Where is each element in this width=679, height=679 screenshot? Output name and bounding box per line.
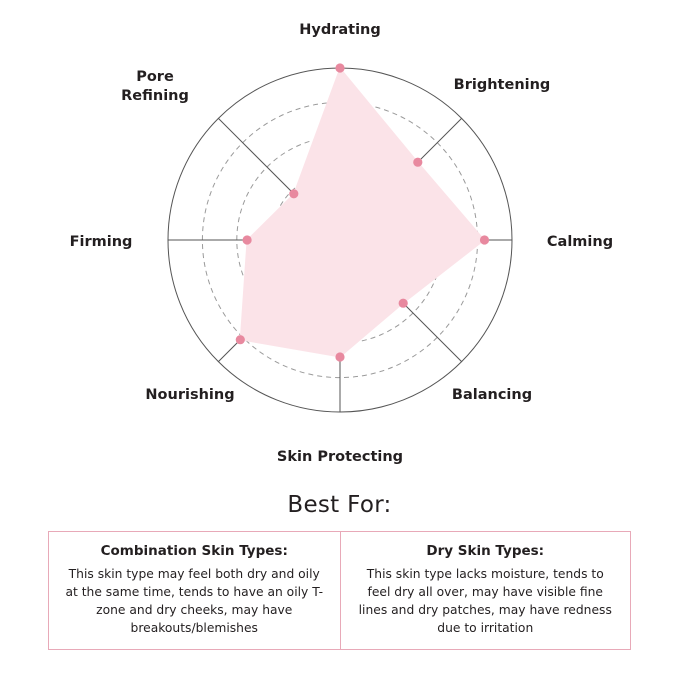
radar-series-area xyxy=(240,68,484,357)
axis-label-hydrating: Hydrating xyxy=(299,22,381,38)
card-body: This skin type may feel both dry and oily at the same time, tends to have an oily T-zone and dry cheeks, may have breakouts/blemishes xyxy=(65,567,324,635)
card-title: Combination Skin Types: xyxy=(100,543,288,559)
card-title: Dry Skin Types: xyxy=(426,543,545,559)
best-for-cards xyxy=(48,531,631,650)
axis-label-skin-protecting: Skin Protecting xyxy=(276,449,404,465)
axis-label-pore-refining-line1: Pore xyxy=(136,69,174,85)
card-combination-skin xyxy=(49,532,340,649)
axis-label-nourishing: Nourishing xyxy=(145,387,235,403)
axis-label-brightening: Brightening xyxy=(453,77,551,93)
axis-label-calming: Calming xyxy=(546,234,614,250)
best-for-title: Best For: xyxy=(287,492,392,518)
axis-label-pore-refining-line2: Refining xyxy=(121,88,189,104)
axis-label-firming: Firming xyxy=(69,234,133,250)
card-dry-skin xyxy=(340,532,631,649)
axis-label-balancing: Balancing xyxy=(451,387,533,403)
card-body: This skin type lacks moisture, tends to feel dry all over, may have visible fine lines and dry patches, may have redness due to irritation xyxy=(358,567,612,635)
